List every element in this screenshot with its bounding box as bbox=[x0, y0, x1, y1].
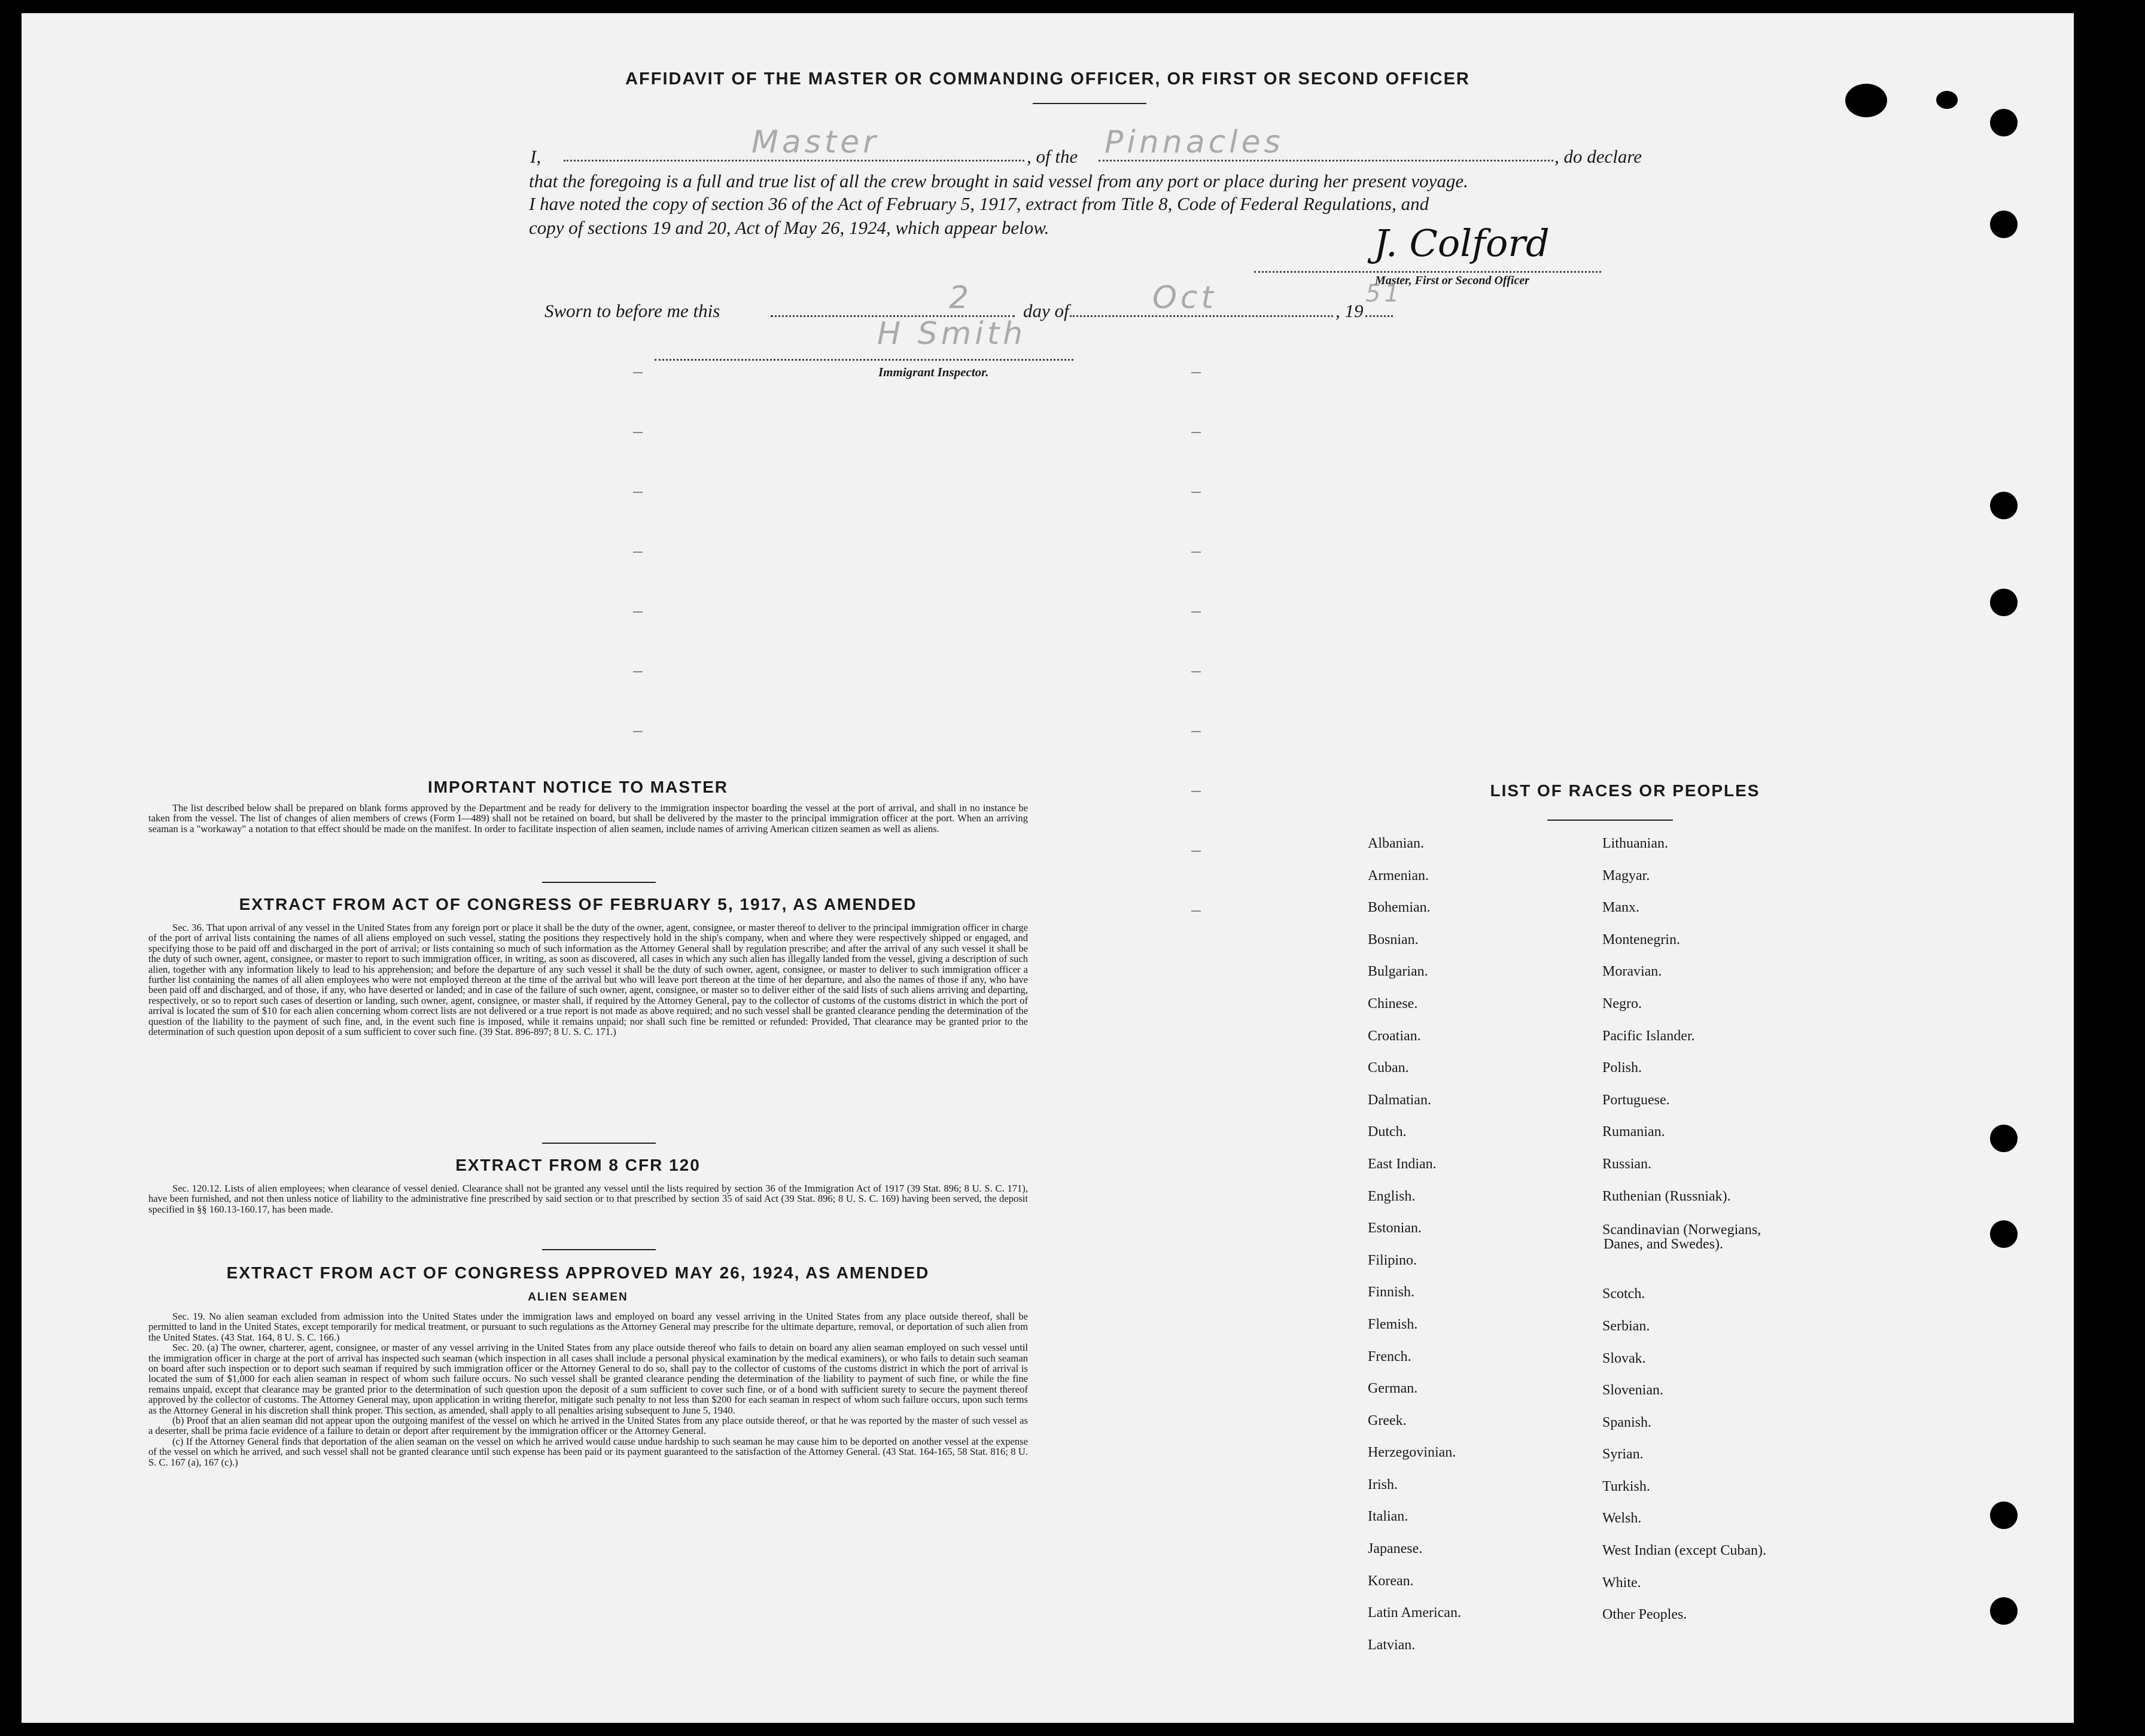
race-item: Korean. bbox=[1368, 1573, 1414, 1589]
inspector-label: Immigrant Inspector. bbox=[878, 365, 989, 379]
affidavit-declare: , do declare bbox=[1554, 146, 1642, 167]
bleed-mark bbox=[1191, 552, 1201, 553]
punch-hole bbox=[1990, 211, 2018, 238]
race-item: Latin American. bbox=[1368, 1605, 1461, 1621]
handwritten-name: Master bbox=[751, 124, 880, 160]
races-heading: LIST OF RACES OR PEOPLES bbox=[1490, 781, 1760, 800]
bleed-mark bbox=[1191, 791, 1201, 792]
race-item: Montenegrin. bbox=[1602, 931, 1680, 948]
race-item: White. bbox=[1602, 1574, 1641, 1591]
race-item: Pacific Islander. bbox=[1602, 1028, 1695, 1044]
affidavit-line-3: I have noted the copy of section 36 of the Act of February 5, 1917, extract from Title 8, Code of Federal Regulations, and bbox=[529, 193, 1429, 214]
affidavit-i: I, bbox=[530, 146, 541, 167]
punch-hole bbox=[1990, 109, 2018, 136]
race-item: Ruthenian (Russniak). bbox=[1602, 1188, 1731, 1204]
race-item: Chinese. bbox=[1368, 995, 1418, 1012]
races-column-1 bbox=[1368, 828, 1595, 1661]
section-rule bbox=[542, 1249, 656, 1250]
race-item: Irish. bbox=[1368, 1476, 1398, 1493]
sec-20a-text: Sec. 20. (a) The owner, charterer, agent, consignee, or master of any vessel arriving in the United States from any place outside thereof who fails to detain on board any alien seaman employed on such vessel until the immigration officer in charge at the port of arrival has inspected such seaman (which inspection in all cases shall include a personal physical examination by the medical examiners), or who fails to detain such seaman on board after such inspection or to deport such seaman if required by such immigration officer or the Attorney General to do so, shall pay to the collector of customs of the customs district in which the port of arrival is located the sum of $1,000 for each alien seaman in respect of whom such failure occurs. No such vessel shall be granted clearance pending the determination of the liability to payment of such fine, or while the fine remains unpaid, except that clearance may be granted prior to the determination of such question upon the deposit of a sum sufficient to cover such fine, or of a bond with sufficient surety to secure the payment thereof approved by the collector of customs. The Attorney General may, upon application in writing therefor, mitigate such penalty to not less than $200 for each seaman in respect of whom such failure occurs, upon such terms as the Attorney General in his discretion shall think proper. This section, as amended, shall apply to all penalties arising subsequent to June 5, 1940. bbox=[148, 1342, 1028, 1416]
race-item: Croatian. bbox=[1368, 1028, 1421, 1044]
punch-hole bbox=[1990, 1597, 2018, 1625]
bleed-mark bbox=[633, 372, 643, 373]
bleed-mark bbox=[633, 671, 643, 672]
race-item: Albanian. bbox=[1368, 836, 1424, 851]
race-item: Negro. bbox=[1602, 995, 1642, 1012]
race-item: Rumanian. bbox=[1602, 1124, 1665, 1140]
race-item: Finnish. bbox=[1368, 1284, 1415, 1301]
handwritten-day: 2 bbox=[949, 280, 973, 316]
bleed-mark bbox=[1191, 432, 1201, 433]
race-item: Bulgarian. bbox=[1368, 964, 1428, 980]
race-item: Bohemian. bbox=[1368, 900, 1431, 916]
race-item: Dalmatian. bbox=[1368, 1092, 1431, 1108]
master-signature-label: Master, First or Second Officer bbox=[1375, 274, 1529, 287]
extract-1924-block bbox=[148, 1311, 1028, 1467]
bleed-mark bbox=[1191, 731, 1201, 732]
affidavit-of-the: , of the bbox=[1027, 146, 1078, 167]
race-item: Herzegovinian. bbox=[1368, 1445, 1456, 1461]
bleed-mark bbox=[1191, 611, 1201, 613]
handwritten-month: Oct bbox=[1152, 280, 1217, 316]
race-item: German. bbox=[1368, 1381, 1418, 1397]
affidavit-line-4: copy of sections 19 and 20, Act of May 26, 1924, which appear below. bbox=[529, 217, 1049, 238]
race-item: Latvian. bbox=[1368, 1637, 1416, 1653]
race-item-line: Scandinavian (Norwegians, bbox=[1602, 1222, 1761, 1238]
bleed-mark bbox=[1191, 671, 1201, 672]
race-item: Bosnian. bbox=[1368, 931, 1419, 948]
bleed-mark bbox=[633, 611, 643, 613]
notice-heading: IMPORTANT NOTICE TO MASTER bbox=[427, 778, 729, 796]
sec-19-text: Sec. 19. No alien seaman excluded from admission into the United States under the immigration laws and employed on board any vessel arriving in the United States from any place outside thereof, shall be permitted to land in the United States, except temporarily for medical treatment, or pursuant to such regulations as the Attorney General may prescribe for the ultimate departure, removal, or deportation of such alien from the United States. (43 Stat. 164, 8 U. S. C. 166.) bbox=[148, 1311, 1028, 1343]
race-item bbox=[1602, 1213, 1901, 1278]
race-item: Magyar. bbox=[1602, 867, 1650, 884]
notice-text: The list described below shall be prepared on blank forms approved by the Department and be ready for delivery to the immigration inspector boarding the vessel at the port of arrival, and shall in no instance be taken from the vessel. The list of changes of alien members of crews (Form I—489) shall not be retained on board, but shall be delivered by the master to the principal immigration officer at the port. When an arriving seaman is a "workaway" a notation to that effect should be made on the manifest. In order to facilitate inspection of alien seamen, include names of arriving American citizen seamen as well as aliens. bbox=[148, 802, 1028, 835]
race-item: Filipino. bbox=[1368, 1252, 1417, 1268]
race-item: Greek. bbox=[1368, 1412, 1407, 1429]
race-item: Slovenian. bbox=[1602, 1382, 1663, 1399]
notice-block bbox=[148, 803, 1028, 834]
race-item: Serbian. bbox=[1602, 1318, 1650, 1334]
extract-1924-heading: EXTRACT FROM ACT OF CONGRESS APPROVED MAY 26, 1924, AS AMENDED bbox=[226, 1263, 930, 1282]
race-item: Slovak. bbox=[1602, 1350, 1646, 1366]
race-item: Portuguese. bbox=[1602, 1092, 1670, 1108]
race-item: Scotch. bbox=[1602, 1286, 1645, 1302]
race-item-line: Danes, and Swedes). bbox=[1604, 1236, 1723, 1253]
extract-1917-heading: EXTRACT FROM ACT OF CONGRESS OF FEBRUARY 5, 1917, AS AMENDED bbox=[239, 895, 917, 913]
alien-seamen-subheading: ALIEN SEAMEN bbox=[528, 1291, 628, 1303]
race-item: West Indian (except Cuban). bbox=[1602, 1543, 1766, 1559]
bleed-mark bbox=[1191, 851, 1201, 852]
race-item: Cuban. bbox=[1368, 1060, 1409, 1076]
race-item: Russian. bbox=[1602, 1156, 1652, 1172]
race-item: Welsh. bbox=[1602, 1510, 1642, 1527]
bleed-mark bbox=[633, 731, 643, 732]
extract-1917-block bbox=[148, 922, 1028, 1037]
handwritten-year: 51 bbox=[1365, 280, 1403, 307]
race-item: Turkish. bbox=[1602, 1478, 1650, 1494]
race-item: Moravian. bbox=[1602, 964, 1662, 980]
heading-rule bbox=[1033, 103, 1146, 104]
inspector-signature: H Smith bbox=[877, 316, 1027, 352]
race-item: Japanese. bbox=[1368, 1541, 1423, 1557]
sworn-year-prefix: , 19 bbox=[1335, 300, 1364, 321]
sworn-prefix: Sworn to before me this bbox=[544, 300, 720, 321]
bleed-mark bbox=[633, 432, 643, 433]
race-item: Italian. bbox=[1368, 1509, 1408, 1525]
punch-hole bbox=[1990, 589, 2018, 616]
section-rule bbox=[542, 882, 656, 883]
sworn-day-of: day of bbox=[1023, 300, 1069, 321]
handwritten-vessel: Pinnacles bbox=[1105, 124, 1284, 160]
race-item: Other Peoples. bbox=[1602, 1607, 1687, 1623]
punch-hole bbox=[1990, 1502, 2018, 1529]
race-item: Spanish. bbox=[1602, 1414, 1652, 1430]
day-field bbox=[771, 291, 1015, 317]
affidavit-line-2: that the foregoing is a full and true list of all the crew brought in said vessel from any port or place during her present voyage. bbox=[529, 170, 1468, 191]
races-column-2 bbox=[1602, 828, 1901, 1631]
bleed-mark bbox=[1191, 492, 1201, 493]
race-item: English. bbox=[1368, 1188, 1416, 1204]
bleed-mark bbox=[1191, 372, 1201, 373]
race-item: Lithuanian. bbox=[1602, 836, 1668, 851]
bleed-mark bbox=[1191, 910, 1201, 912]
race-item: Syrian. bbox=[1602, 1446, 1644, 1463]
punch-hole bbox=[1990, 492, 2018, 519]
race-item: Dutch. bbox=[1368, 1124, 1407, 1140]
race-item: French. bbox=[1368, 1348, 1411, 1365]
race-item: East Indian. bbox=[1368, 1156, 1437, 1172]
race-item: Flemish. bbox=[1368, 1316, 1418, 1332]
race-item: Polish. bbox=[1602, 1060, 1642, 1076]
extract-cfr-block bbox=[148, 1183, 1028, 1214]
bleed-mark bbox=[633, 552, 643, 553]
punch-hole bbox=[1990, 1220, 2018, 1248]
punch-hole bbox=[1990, 1125, 2018, 1152]
extract-1917-text: Sec. 36. That upon arrival of any vessel in the United States from any foreign port or place it shall be the duty of the owner, agent, consignee, or master thereof to deliver to the principal immigration officer in charge of the port of arrival lists containing the names of all aliens employed on such vessel, stating the positions they respectively hold in the ship's company, when and where they were respectively shipped or engaged, and specifying those to be paid off and discharged in the port of arrival; or lists containing so much of such information as the Attorney General shall by regulation prescribe; and after the arrival of any such vessel it shall be the duty of such owner, agent, consignee, or master to report to such immigration officer, in writing, as soon as discovered, all cases in which any such alien has illegally landed from the vessel, giving a description of such alien, together with any information likely to lead to his apprehension; and before the departure of any such vessel it shall be the duty of such owner, agent, consignee, or master to deliver to such immigration officer a further list containing the names of all alien employees who were not employed thereon at the time of the arrival but who will leave port thereon at the time of her departure, and also the names of those if any, who have been paid off and discharged, and of those, if any, who have deserted or landed; and in case of the failure of such owner, agent, consignee, or master so to deliver either of the said lists of such aliens arriving and departing, respectively, or so to report such cases of desertion or landing, such owner, agent, consignee, or master shall, if required by the Attorney General, pay to the collector of customs of the customs district in which the port of arrival is located the sum of $10 for each alien concerning whom correct lists are not delivered or a true report is not made as above required; and no such vessel shall be granted clearance pending the determination of the question of the liability to the payment of such fine, and, in the event such fine is imposed, while it remains unpaid; nor shall such fine be remitted or refunded: Provided, That clearance may be granted prior to the determination of such question upon deposit of a sum sufficient to cover such fine. (39 Stat. 896-897; 8 U. S. C. 171.) bbox=[148, 922, 1028, 1038]
extract-cfr-heading: EXTRACT FROM 8 CFR 120 bbox=[455, 1156, 701, 1174]
races-rule bbox=[1547, 820, 1673, 821]
affidavit-heading: AFFIDAVIT OF THE MASTER OR COMMANDING OFFICER, OR FIRST OR SECOND OFFICER bbox=[625, 69, 1470, 89]
sec-20b-text: (b) Proof that an alien seaman did not appear upon the outgoing manifest of the vessel on which he arrived in the United States from any place outside thereof, or that he was reported by the master of such vessel as a deserter, shall be prima facie evidence of a failure to detain or deport after requirement by the immigration officer or the Attorney General. bbox=[148, 1415, 1028, 1437]
sec-20c-text: (c) If the Attorney General finds that deportation of the alien seaman on the vessel on which he arrived would cause undue hardship to such seaman he may cause him to be deported on another vessel at the expense of the vessel on which he arrived, and such vessel shall not be granted clearance until such expense has been paid or its payment guaranteed to the satisfaction of the Attorney General. (43 Stat. 164-165, 58 Stat. 816; 8 U. S. C. 167 (a), 167 (c).) bbox=[148, 1435, 1028, 1468]
ink-blot bbox=[1936, 91, 1958, 109]
race-item: Armenian. bbox=[1368, 867, 1429, 884]
race-item: Estonian. bbox=[1368, 1220, 1422, 1236]
section-rule bbox=[542, 1143, 656, 1144]
extract-cfr-text: Sec. 120.12. Lists of alien employees; when clearance of vessel denied. Clearance shall not be granted any vessel until the lists required by section 36 of the Immigration Act of 1917 (39 Stat. 896; 8 U. S. C. 171), have been furnished, and not then unless notice of liability to the administrative fine prescribed by said section or to that prescribed by section 35 of said Act (39 Stat. 896; 8 U. S. C. 169) having been served, the deposit specified in §§ 160.13-160.17, has been made. bbox=[148, 1183, 1028, 1215]
bleed-mark bbox=[633, 492, 643, 493]
document-page bbox=[22, 13, 2074, 1723]
master-signature: J. Colford bbox=[1374, 221, 1550, 265]
race-item: Manx. bbox=[1602, 900, 1639, 916]
